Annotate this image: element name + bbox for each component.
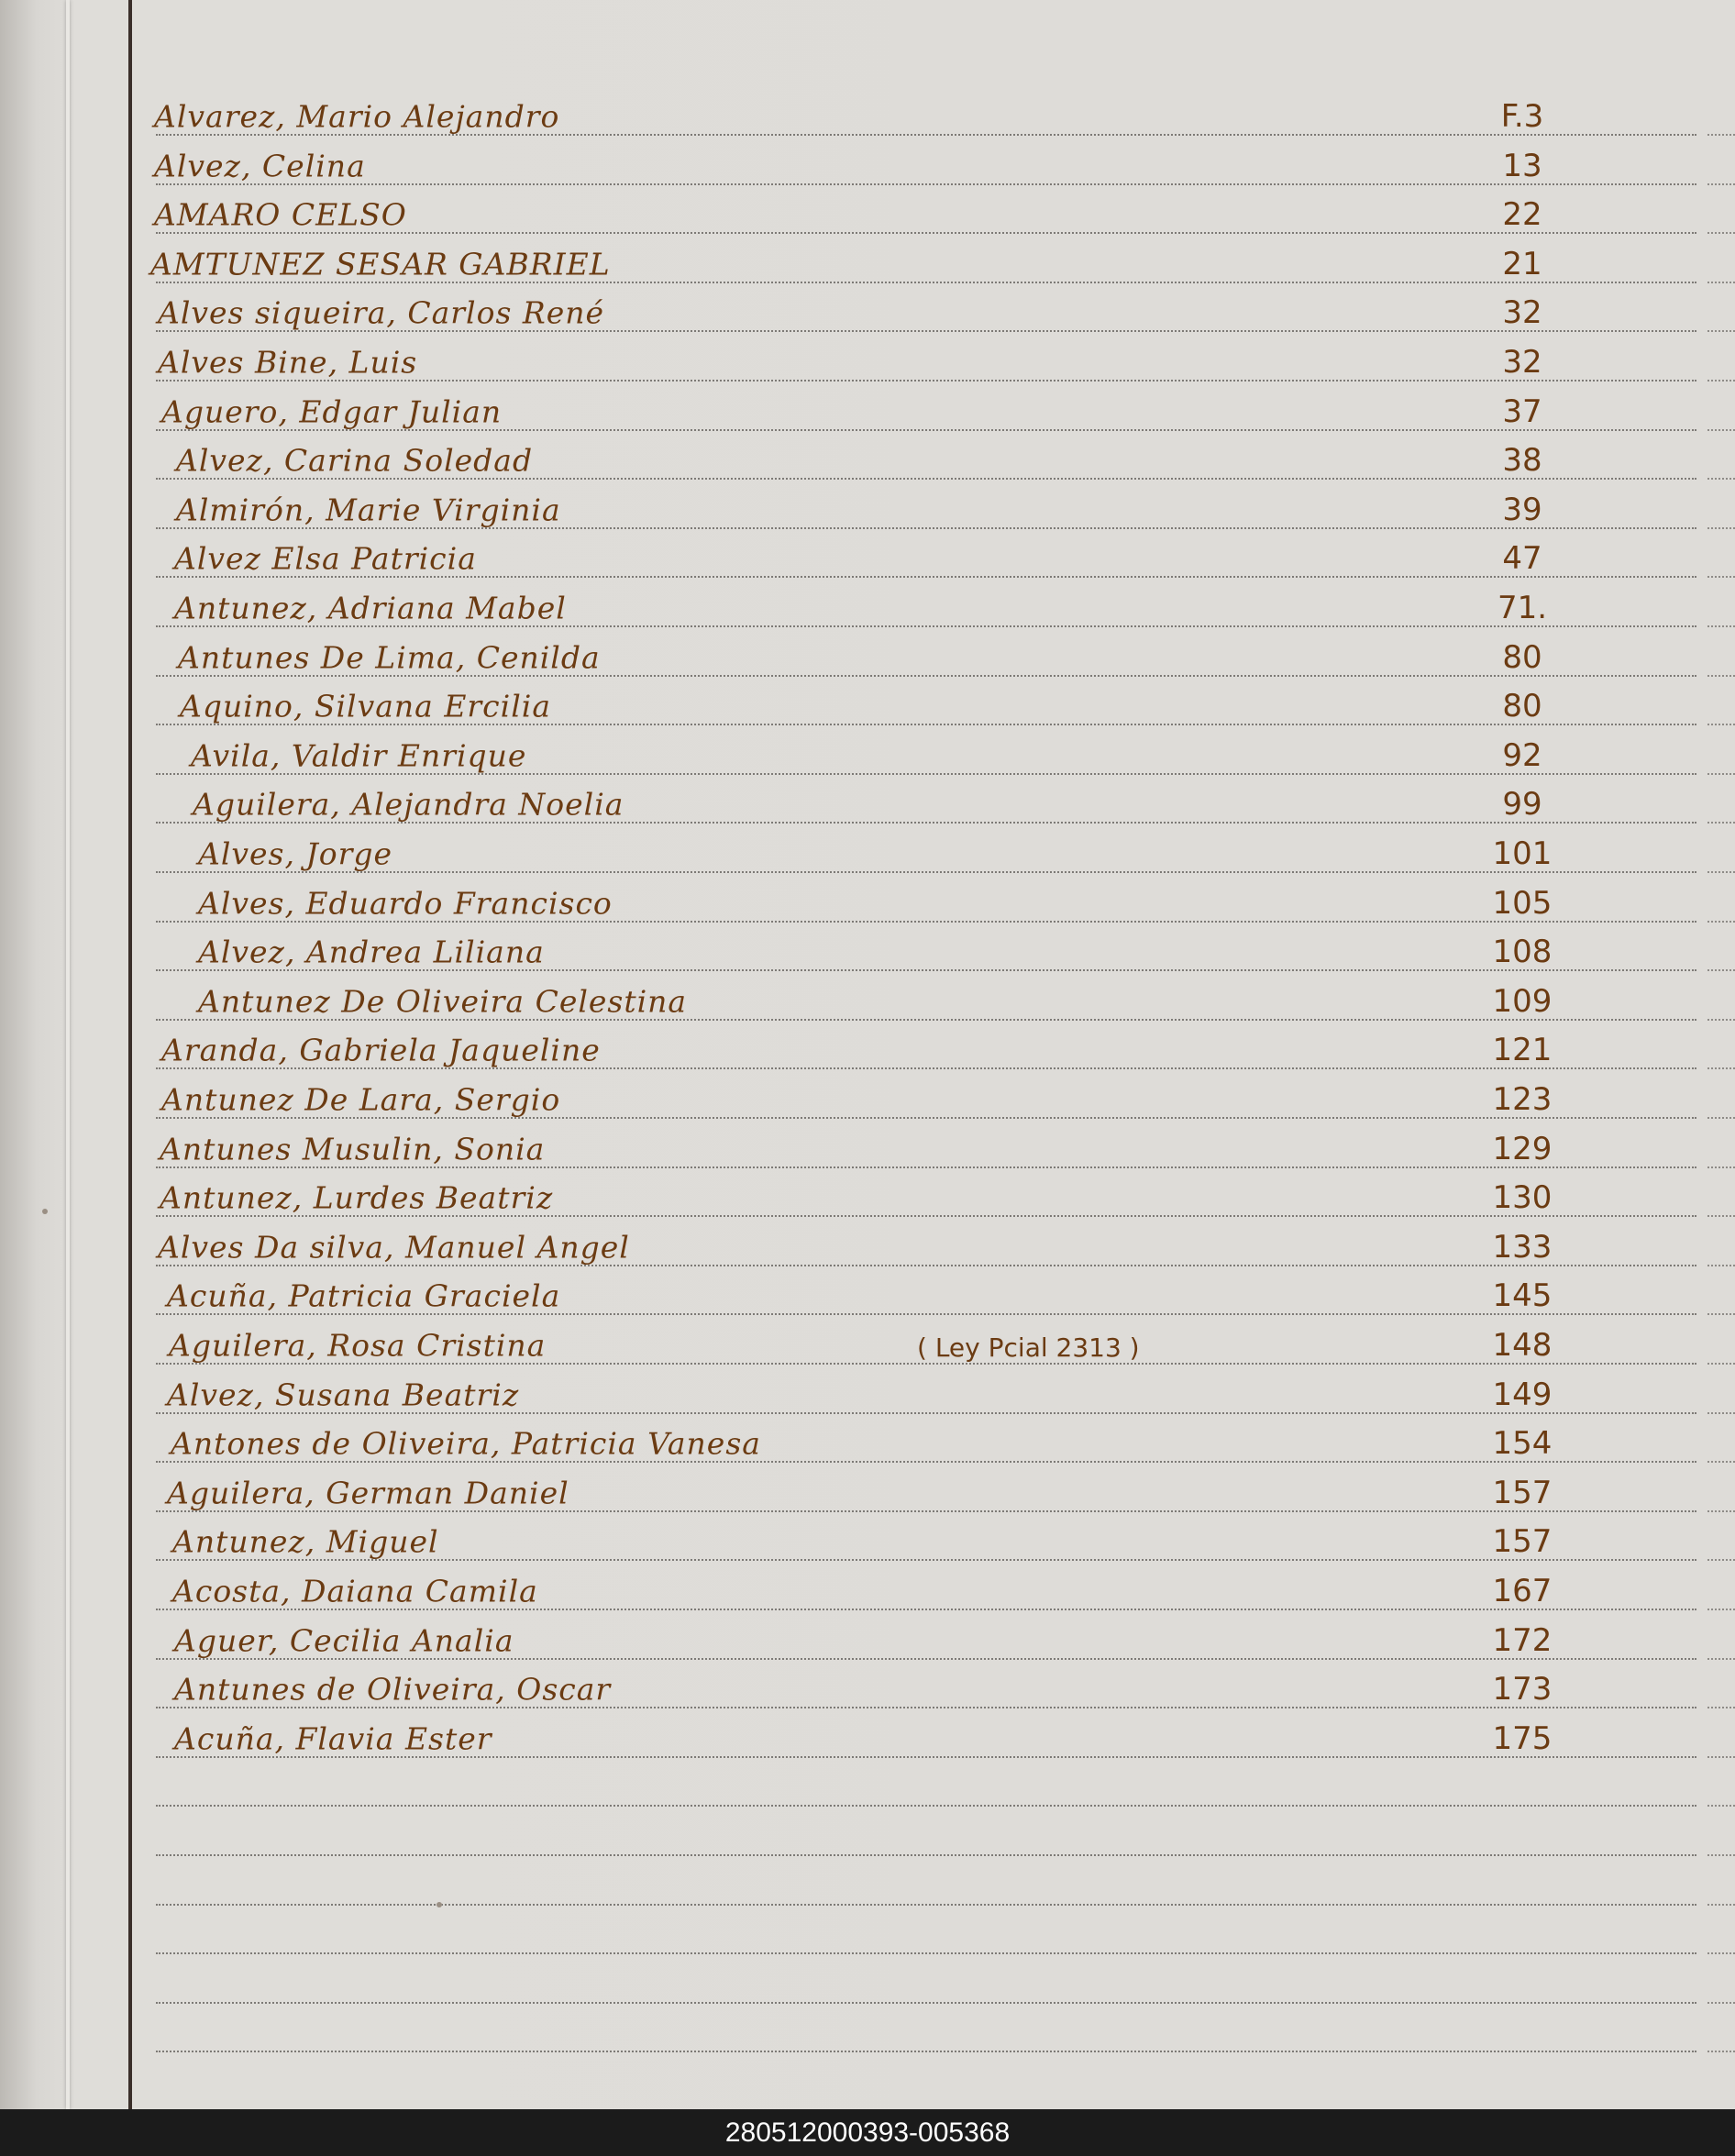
entry-folio: 99 [1502, 786, 1542, 824]
entry-name: Antunes De Lima, Cenilda [178, 639, 601, 676]
entry-name: Antunez, Lurdes Beatriz [160, 1179, 554, 1216]
entry-name: Alves Da silva, Manuel Angel [158, 1229, 630, 1266]
ledger-entry [0, 441, 1735, 479]
ruled-line [156, 1854, 1696, 1856]
ledger-entry [0, 1376, 1735, 1413]
ledger-entry [0, 147, 1735, 184]
entry-folio: 13 [1502, 147, 1542, 184]
entry-name: Antunez De Oliveira Celestina [198, 983, 688, 1020]
entry-folio: 71. [1497, 589, 1548, 626]
ledger-entry [0, 1228, 1735, 1266]
entry-folio: 157 [1492, 1474, 1553, 1511]
entry-folio: 108 [1492, 933, 1553, 970]
ruled-line [156, 1805, 1696, 1807]
entry-name: Alves, Eduardo Francisco [198, 885, 613, 922]
ledger-entry [0, 1080, 1735, 1118]
ledger-entry [0, 982, 1735, 1020]
ruled-line [156, 2002, 1696, 2004]
ledger-entry [0, 195, 1735, 233]
entry-name: AMARO CELSO [154, 196, 407, 233]
entry-name: Aguilera, Alejandra Noelia [193, 787, 624, 824]
ruled-line [156, 1904, 1696, 1906]
entry-folio: 47 [1502, 540, 1542, 578]
ledger-entry [0, 1572, 1735, 1609]
entry-folio: 172 [1492, 1621, 1553, 1659]
ledger-entry [0, 1523, 1735, 1561]
entry-folio: 109 [1492, 982, 1553, 1020]
ledger-entry [0, 589, 1735, 626]
entry-name: Alvez, Carina Soledad [176, 442, 534, 479]
entry-folio: 133 [1492, 1228, 1553, 1266]
entry-name: Antunes de Oliveira, Oscar [174, 1671, 612, 1708]
entry-name: Acuña, Patricia Graciela [167, 1278, 561, 1315]
entry-folio: 80 [1502, 638, 1542, 676]
entry-folio: 173 [1492, 1670, 1553, 1708]
entry-name: AMTUNEZ SESAR GABRIEL [150, 246, 611, 282]
entry-folio: 37 [1502, 393, 1542, 430]
entry-folio: 101 [1492, 835, 1553, 872]
entry-folio: 154 [1492, 1424, 1553, 1462]
ledger-entry [0, 786, 1735, 824]
entry-folio: 145 [1492, 1277, 1553, 1315]
entry-folio: 21 [1502, 245, 1542, 282]
entry-note: ( Ley Pcial 2313 ) [917, 1332, 1140, 1363]
ledger-entry [0, 884, 1735, 922]
paper-speck [42, 1209, 48, 1214]
entry-name: Antunez De Lara, Sergio [161, 1081, 561, 1118]
ledger-entry [0, 687, 1735, 724]
ledger-entry [0, 343, 1735, 381]
ledger-entry [0, 736, 1735, 774]
entry-folio: 80 [1502, 687, 1542, 724]
ledger-entry [0, 1424, 1735, 1462]
entry-name: Aranda, Gabriela Jaqueline [161, 1033, 601, 1069]
entry-name: Alves Bine, Luis [158, 344, 418, 381]
entry-folio: 149 [1492, 1376, 1553, 1413]
ledger-entry [0, 1130, 1735, 1167]
entry-folio: 38 [1502, 441, 1542, 479]
entry-name: Antunes Musulin, Sonia [160, 1131, 546, 1167]
ledger-entry [0, 97, 1735, 135]
entry-name: Acuña, Flavia Ester [174, 1720, 492, 1757]
entry-name: Alvez Elsa Patricia [174, 541, 477, 578]
entry-name: Antunez, Miguel [172, 1524, 439, 1561]
ledger-entry [0, 933, 1735, 970]
ledger-entry [0, 1719, 1735, 1757]
entry-folio: 39 [1502, 491, 1542, 528]
paper-speck [437, 1902, 442, 1907]
ledger-entry [0, 1670, 1735, 1708]
ledger-entry [0, 638, 1735, 676]
entry-folio: 32 [1502, 294, 1542, 332]
entry-name: Alvarez, Mario Alejandro [154, 98, 560, 135]
entry-name: Almirón, Marie Virginia [176, 492, 561, 528]
entry-name: Aguilera, German Daniel [167, 1475, 569, 1511]
ledger-entry [0, 491, 1735, 528]
entry-name: Acosta, Daiana Camila [172, 1573, 538, 1609]
ledger-entry [0, 1178, 1735, 1216]
entry-name: Alvez, Celina [154, 148, 366, 184]
ledger-entry [0, 245, 1735, 282]
entry-name: Alves siqueira, Carlos René [158, 295, 605, 332]
entry-folio: 32 [1502, 343, 1542, 381]
entry-folio: 167 [1492, 1572, 1553, 1609]
entry-folio: 130 [1492, 1178, 1553, 1216]
entry-folio: 22 [1502, 195, 1542, 233]
ledger-entry [0, 540, 1735, 578]
entry-folio: 123 [1492, 1080, 1553, 1118]
margin-line [128, 0, 132, 2109]
entry-folio: 148 [1492, 1326, 1553, 1364]
entry-name: Avila, Valdir Enrique [191, 737, 527, 774]
entry-name: Antunez, Adriana Mabel [174, 590, 567, 626]
document-id: 280512000393-005368 [724, 2117, 1011, 2148]
entry-name: Antones de Oliveira, Patricia Vanesa [171, 1425, 761, 1462]
ruled-line [156, 1952, 1696, 1954]
entry-name: Alvez, Andrea Liliana [198, 934, 545, 970]
ledger-entry [0, 1326, 1735, 1364]
ledger-entry [0, 1621, 1735, 1659]
entry-folio: 129 [1492, 1130, 1553, 1167]
entry-name: Aguero, Edgar Julian [161, 393, 503, 430]
entry-folio: F.3 [1500, 97, 1544, 135]
entry-folio: 92 [1502, 736, 1542, 774]
entry-name: Alvez, Susana Beatriz [167, 1377, 520, 1413]
entry-folio: 105 [1492, 884, 1553, 922]
ledger-entry [0, 1032, 1735, 1069]
page-edge [66, 0, 70, 2109]
entry-folio: 175 [1492, 1719, 1553, 1757]
entry-folio: 157 [1492, 1523, 1553, 1561]
entry-name: Alves, Jorge [198, 835, 392, 872]
entry-name: Aguer, Cecilia Analia [174, 1622, 514, 1659]
entry-name: Aguilera, Rosa Cristina [169, 1327, 547, 1364]
ledger-entry [0, 1474, 1735, 1511]
ruled-line [156, 2051, 1696, 2052]
ledger-entry [0, 294, 1735, 332]
entry-folio: 121 [1492, 1032, 1553, 1069]
entry-name: Aquino, Silvana Ercilia [180, 688, 551, 724]
